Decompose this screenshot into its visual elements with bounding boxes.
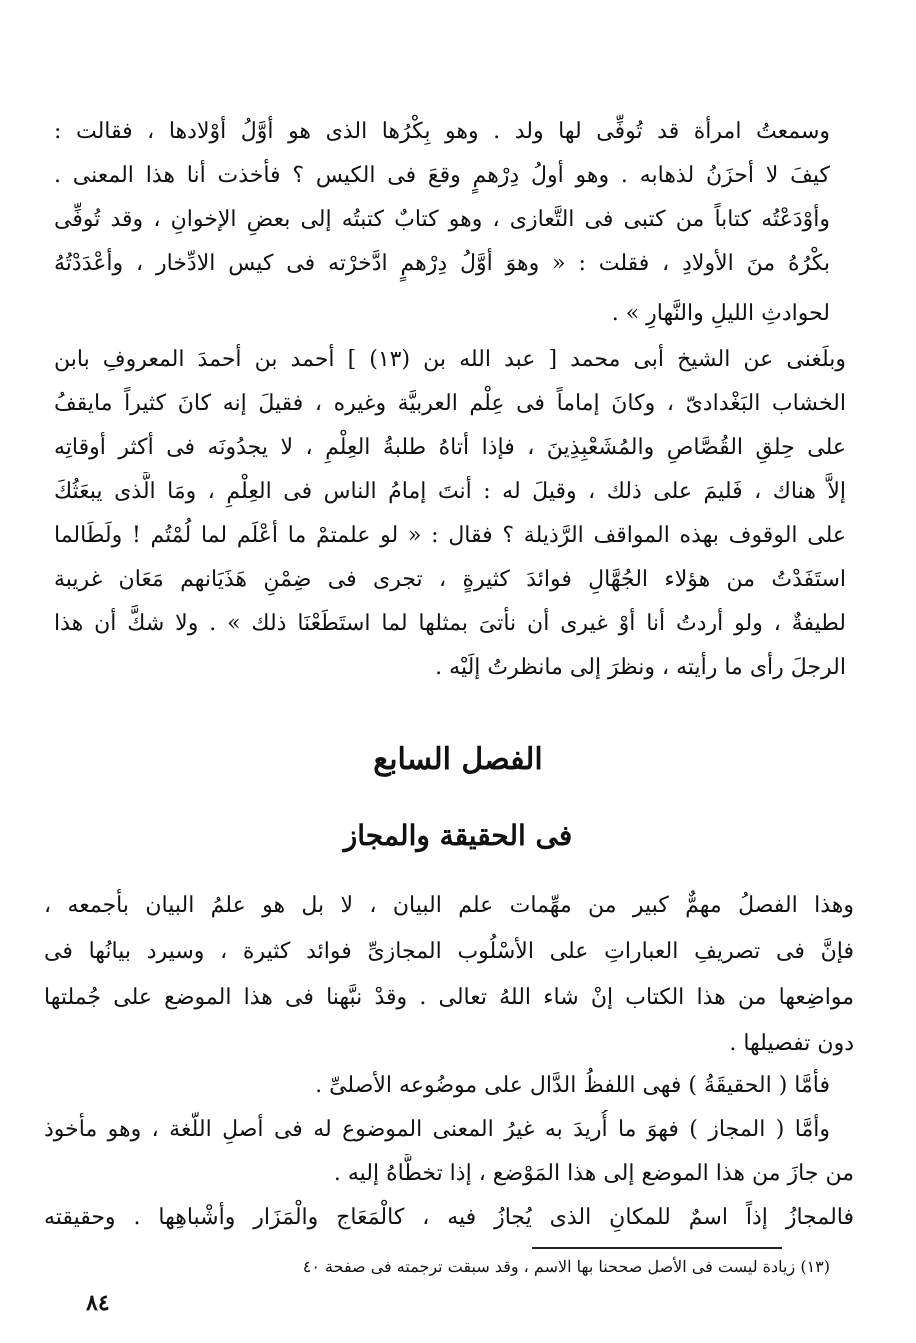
text-line: مواضِعها من هذا الكتاب إنْ شاء اللهُ تعالى . وقدْ نبَّهنا فى هذا الموضع على جُملتها xyxy=(44,985,854,1010)
text-line: على حِلقِ القُصَّاصِ والمُشَعْبِذِينَ ، فإذا أتاهُ طلبةُ العِلْمِ ، لا يجدُونَه فى أكثر أوقاتِه xyxy=(54,435,846,460)
text-line: بكْرُهُ منَ الأولادِ ، فقلت : « وهوَ أوَّلُ دِرْهمٍ ادَّخرْته فى كيس الادِّخار ، وأعْدَدْتُهُ xyxy=(54,251,830,276)
footnote: (١٣) زيادة ليست فى الأصل صححنا بها الاسم ، وقد سبقت ترجمته فى صفحة ٤٠ xyxy=(302,1257,830,1276)
footnote-divider xyxy=(532,1247,782,1249)
text-line: إلاَّ هناك ، فَليمَ على ذلك ، وقيلَ له : أنتَ إمامُ الناس فى العِلْمِ ، ومَا الَّذى يبعَثُكَ xyxy=(54,479,846,504)
text-line: فإنَّ فى تصريفِ العباراتِ على الأسْلُوب المجازىِّ فوائد كثيرة ، وسيرد بيانُها فى xyxy=(44,939,854,964)
page-number: ٨٤ xyxy=(86,1290,110,1316)
text-line: دون تفصيلها . xyxy=(729,1031,854,1056)
text-line: وسمعتُ امرأة قد تُوفِّى لها ولد . وهو بِكْرُها الذى هو أوَّلُ أوْلادها ، فقالت : xyxy=(54,119,830,144)
text-line: لطيفةٌ ، ولو أردتُ أنا أوْ غيرى أن نأتىَ بمثلها لما استَطَعْنَا ذلك » . ولا شكَّ أن هذا xyxy=(54,611,846,636)
text-line: الخشاب البَغْدادىّ ، وكانَ إماماً فى عِلْم العربيَّة وغيره ، فقيلَ إنه كانَ كثيراً مايقفُ xyxy=(54,391,846,416)
text-line: من جازَ من هذا الموضع إلى هذا المَوْضع ، إذا تخطَّاهُ إليه . xyxy=(333,1161,854,1186)
text-line: كيفَ لا أحزَنُ لذهابه . وهو أولُ دِرْهمٍ وقعَ فى الكيس ؟ فأخذت أنا هذا المعنى . xyxy=(54,163,830,188)
text-line: وهذا الفصلُ مهمٌّ كبير من مهِّمات علم البيان ، لا بل هو علمُ البيان بأجمعه ، xyxy=(44,893,854,918)
text-line: الرجلَ رأى ما رأيته ، ونظرَ إلى مانظرتُ إلَيْه . xyxy=(435,655,846,680)
text-line: استَفَدْتُ من هؤلاء الجُهَّالِ فوائدَ كثيرةٍ ، تجرى فى ضِمْنِ هَذَيَانهم مَعَان غريبة xyxy=(54,567,846,592)
text-line: فأمَّا ( الحقيقَةُ ) فهى اللفظُ الدَّال على موضُوعه الأصلىِّ . xyxy=(315,1073,830,1098)
chapter-title: الفصل السابع xyxy=(373,742,543,777)
text-line: وأمَّا ( المجاز ) فهوَ ما أُريدَ به غيرُ المعنى الموضوع له فى أصلِ اللّغة ، وهو مأخوذ xyxy=(44,1117,830,1142)
text-line: فالمجازُ إذاً اسمٌ للمكانِ الذى يُجازُ فيه ، كالْمَعَاج والْمَزَار وأشْباهِها . وحقيقته xyxy=(44,1205,854,1230)
text-line: وبلَغنى عن الشيخ أبى محمد [ عبد الله بن (١٣) ] أحمد بن أحمدَ المعروفِ بابن xyxy=(54,347,846,372)
text-line: على الوقوف بهذه المواقف الرَّذيلة ؟ فقال : « لو علمتمْ ما أعْلَم لما لُمْتُم ! ولَطَالما xyxy=(54,523,846,548)
chapter-subtitle: فى الحقيقة والمجاز xyxy=(343,819,573,852)
text-line: وأوْدَعْتُه كتاباً من كتبى فى التَّعازى ، وهو كتابٌ كتبتُه إلى بعضِ الإخوانِ ، وقد تُوفِّى xyxy=(54,207,830,232)
text-line: لحوادثِ الليلِ والنَّهارِ » . xyxy=(611,301,830,326)
